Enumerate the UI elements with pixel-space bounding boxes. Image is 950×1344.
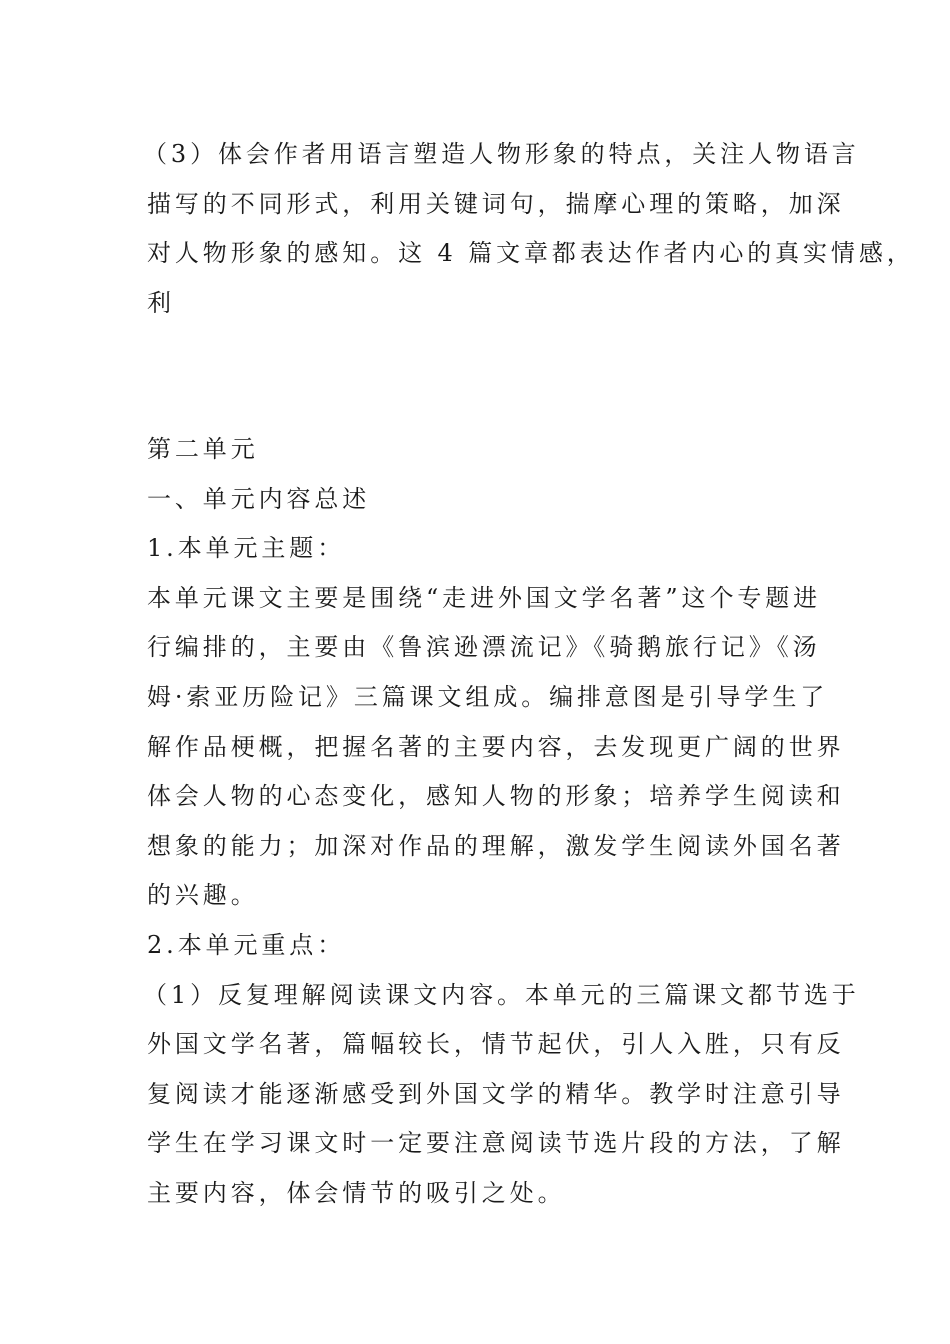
paragraph-line: （1）反复理解阅读课文内容。本单元的三篇课文都节选于: [143, 980, 860, 1009]
paragraph-line: 对人物形象的感知。这 4 篇文章都表达作者内心的真实情感，: [147, 239, 915, 268]
paragraph-line: 体会人物的心态变化，感知人物的形象；培养学生阅读和: [147, 782, 845, 811]
focus-paragraph: [143, 971, 860, 1219]
paragraph-line: 学生在学习课文时一定要注意阅读节选片段的方法，了解: [147, 1129, 845, 1158]
unit-two-section: [143, 425, 860, 1219]
theme-paragraph: [147, 574, 845, 921]
section-title: 一、单元内容总述: [147, 484, 371, 513]
unit-heading: 第二单元: [147, 435, 259, 463]
paragraph-line: （3）体会作者用语言塑造人物形象的特点，关注人物语言: [143, 140, 860, 168]
focus-label: 2.本单元重点：: [147, 930, 346, 959]
paragraph-line: 想象的能力；加深对作品的理解，激发学生阅读外国名著: [147, 831, 845, 860]
paragraph-line: 外国文学名著，篇幅较长，情节起伏，引人入胜，只有反: [147, 1030, 845, 1059]
theme-label: 1.本单元主题：: [147, 534, 346, 563]
paragraph-line: 利: [147, 288, 175, 317]
paragraph-line: 描写的不同形式，利用关键词句，揣摩心理的策略，加深: [147, 189, 845, 218]
paragraph-line: 解作品梗概，把握名著的主要内容，去发现更广阔的世界: [147, 732, 845, 761]
paragraph-line: 主要内容，体会情节的吸引之处。: [147, 1178, 566, 1207]
paragraph-line: 姆·索亚历险记》三篇课文组成。编排意图是引导学生了: [147, 682, 829, 711]
paragraph-line: 本单元课文主要是围绕“走进外国文学名著”这个专题进: [147, 583, 822, 612]
paragraph-line: 复阅读才能逐渐感受到外国文学的精华。教学时注意引导: [147, 1079, 845, 1108]
paragraph-line: 的兴趣。: [147, 881, 259, 910]
top-paragraph: [143, 130, 915, 328]
paragraph-line: 行编排的，主要由《鲁滨逊漂流记》《骑鹅旅行记》《汤: [147, 633, 821, 662]
